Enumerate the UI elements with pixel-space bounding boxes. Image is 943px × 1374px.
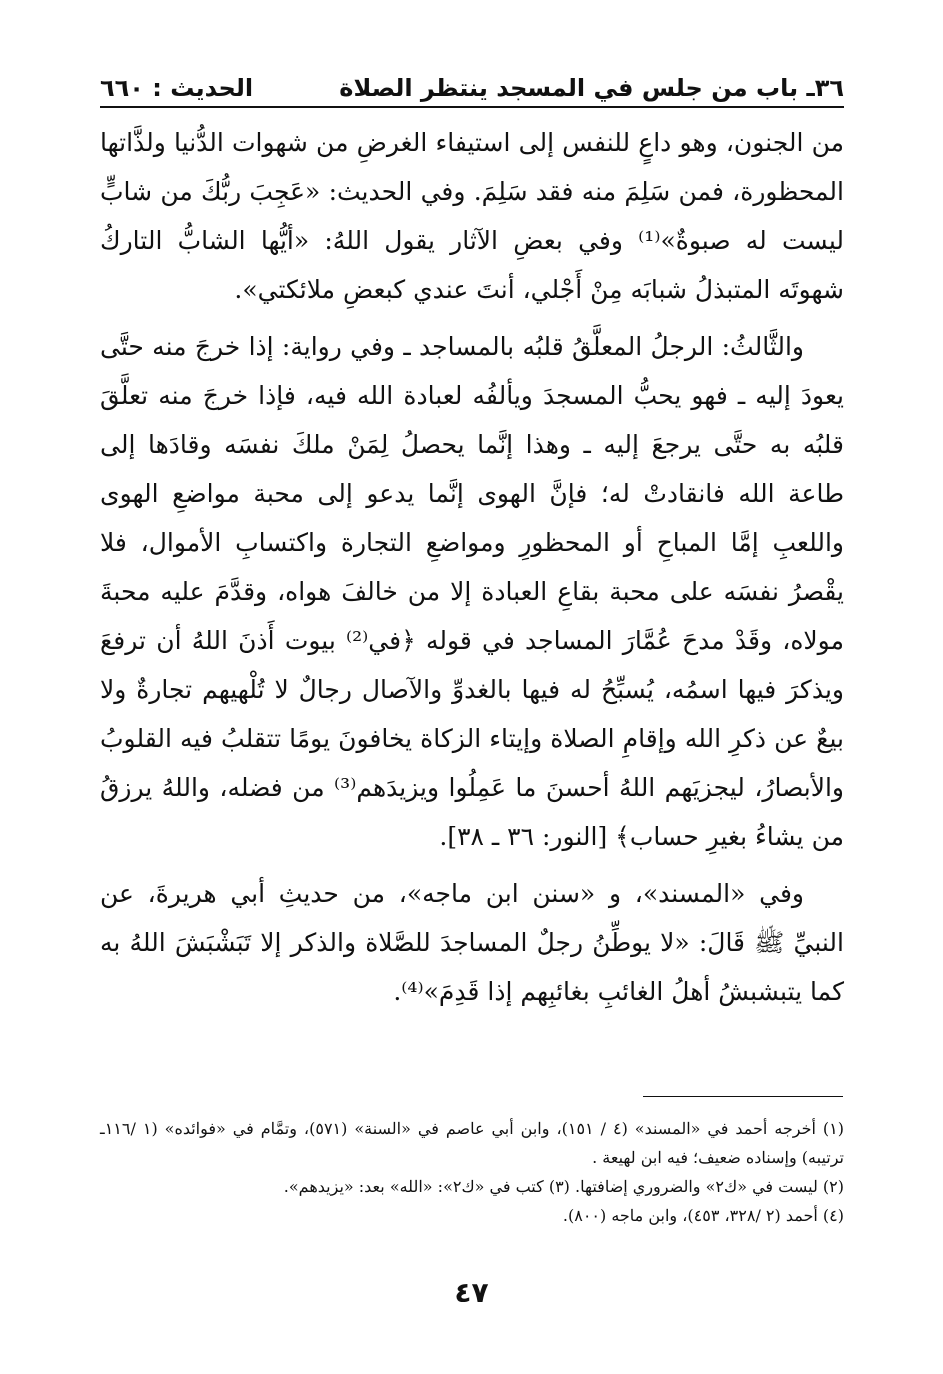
footnote-4: (٤) أحمد (٢ /٣٢٨، ٤٥٣)، وابن ماجه (٨٠٠). xyxy=(562,1206,844,1225)
running-header xyxy=(100,62,844,102)
header-divider xyxy=(100,106,844,108)
page-number: ٤٧ xyxy=(454,1276,489,1309)
footnotes xyxy=(100,1114,844,1230)
paragraph-3: وفي «المسند»، و «سنن ابن ماجه»، من حديثِ أبي هريرةَ، عن النبيِّ ﷺ قَالَ: «لا يوطِّنُ رجلٌ المساجدَ للصَّلاة والذكر إلا تَبَشْبَشَ اللهُ به كما يتبشبشُ أهلُ الغائبِ بغائبِهم إذا قَدِمَ»⁽⁴⁾. xyxy=(100,879,844,1006)
footnote-1: (١) أخرجه أحمد في «المسند» (٤ / ١٥١)، وابن أبي عاصم في «السنة» (٥٧١)، وتمَّام في «فوائده» (١ /١١٦ـ ترتيبه) وإسناده ضعيف؛ فيه ابن لهيعة . xyxy=(100,1119,845,1167)
footnote-2-3: (٢) ليست في «ك٢» والضروري إضافتها. (٣) كتب في «ك٢»: «الله» بعد: «يزيدهم». xyxy=(283,1177,844,1196)
hadith-number: الحديث : ٦٦٠ xyxy=(100,74,254,102)
chapter-title: ٣٦ـ باب من جلس في المسجد ينتظر الصلاة xyxy=(339,74,844,102)
main-text xyxy=(100,118,844,1024)
paragraph-1: من الجنون، وهو داعٍ للنفس إلى استيفاء الغرضِ من شهوات الدُّنيا ولذَّاتها المحظورة، فمن سَلِمَ منه فقد سَلِمَ. وفي الحديث: «عَجِبَ ربُّكَ من شابٍّ ليست له صبوةٌ»⁽¹⁾ وفي بعضِ الآثار يقول اللهُ: «أيُّها الشابُّ التاركُ شهوتَه المتبذلُ شبابَه مِنْ أَجْلي، أنتَ عندي كبعضِ ملائكتي». xyxy=(100,128,844,304)
paragraph-2: والثَّالثُ: الرجلُ المعلَّقُ قلبُه بالمساجد ـ وفي رواية: إذا خرجَ منه حتَّى يعودَ إليه ـ فهو يحبُّ المسجدَ ويألفُه لعبادة الله فيه، فإذا خرجَ منه تعلَّقَ قلبُه به حتَّى يرجعَ إليه ـ وهذا إنَّما يحصلُ لِمَنْ ملكَ نفسَه وقادَها إلى طاعة الله فانقادتْ له؛ فإنَّ الهوى إنَّما يدعو إلى محبة مواضعِ الهوى واللعبِ إمَّا المباحِ أو المحظورِ ومواضعِ التجارة واكتسابِ الأموال، فلا يقْصرُ نفسَه على محبة بقاعِ العبادة إلا من خالفَ هواه، وقدَّمَ عليه محبةَ مولاه، وقَدْ مدحَ عُمَّارَ المساجد في قوله ﴿في⁽²⁾ بيوت أَذنَ اللهُ أن ترفعَ ويذكرَ فيها اسمُه، يُسبِّحُ له فيها بالغدوِّ والآصال رجالٌ لا تُلْهيهم تجارةٌ ولا بيعٌ عن ذكرِ الله وإقامِ الصلاة وإيتاء الزكاة يخافونَ يومًا تتقلبُ فيه القلوبُ والأبصارُ، ليجزيَهم اللهُ أحسنَ ما عَمِلُوا ويزيدَهم⁽³⁾ من فضله، واللهُ يرزقُ من يشاءُ بغيرِ حساب﴾ [النور: ٣٦ ـ ٣٨]. xyxy=(100,332,844,851)
footnote-divider xyxy=(643,1096,843,1097)
